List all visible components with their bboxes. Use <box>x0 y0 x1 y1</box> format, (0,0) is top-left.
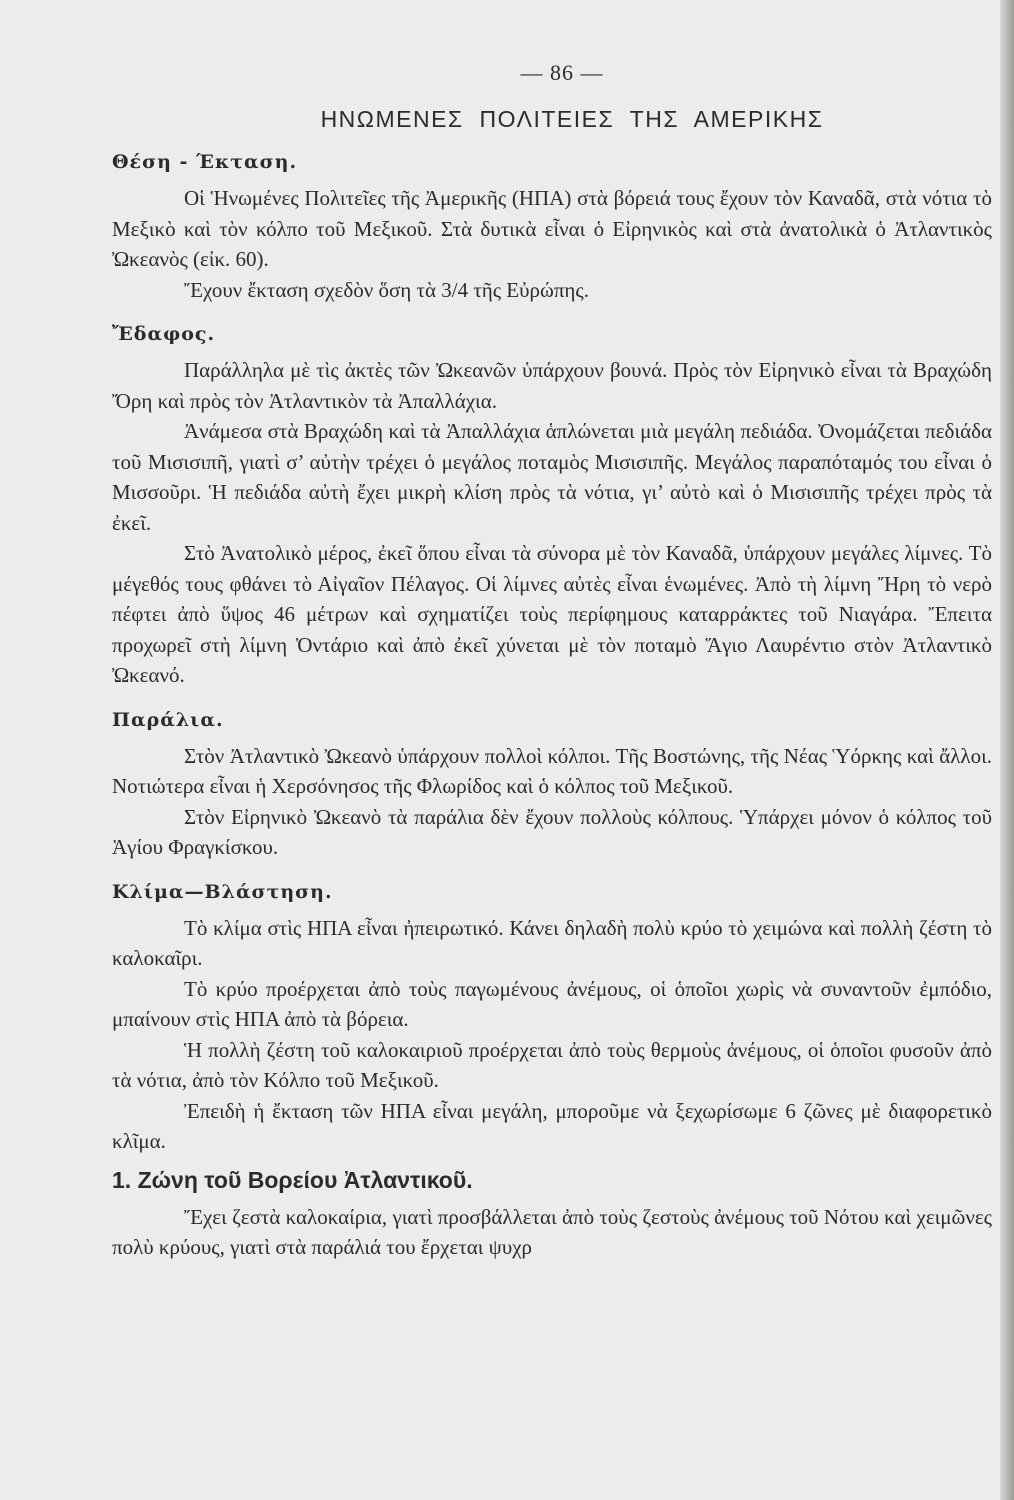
paragraph: Ἡ πολλὴ ζέστη τοῦ καλοκαιριοῦ προέρχεται ἀπὸ τοὺς θερμοὺς ἀνέμους, οἱ ὁποῖοι φυσοῦν ἀπὸ τὰ νότια, ἀπὸ τὸν Κόλπο τοῦ Μεξικοῦ. <box>112 1037 992 1092</box>
paragraph: Ἔχει ζεστὰ καλοκαίρια, γιατὶ προσβάλλεται ἀπὸ τοὺς ζεστοὺς ἀνέμους τοῦ Νότου καὶ χειμῶνες πολὺ κρύους, γιατὶ στὰ παράλιά του ἔρχεται ψυχρ <box>112 1204 992 1259</box>
page-edge-shadow <box>1000 0 1014 1500</box>
section-heading-klima: Κλίμα—Βλάστηση. <box>112 880 333 903</box>
paragraph: Παράλληλα μὲ τὶς ἀκτὲς τῶν Ὠκεανῶν ὑπάρχουν βουνά. Πρὸς τὸν Εἰρηνικὸ εἶναι τὰ Βραχώδη Ὄρη καὶ πρὸς τὸν Ἀτλαντικὸν τὰ Ἀπαλλάχια. <box>112 358 992 413</box>
paragraph: Στὸ Ἀνατολικὸ μέρος, ἐκεῖ ὅπου εἶναι τὰ σύνορα μὲ τὸν Καναδᾶ, ὑπάρχουν μεγάλες λίμνες. Τὸ μέγεθός τους φθάνει τὸ Αἰγαῖον Πέλαγος. Οἱ λίμνες αὐτὲς εἶναι ἑνωμένες. Ἀπὸ τὴ λίμνη Ἤρη τὸ νερὸ πέφτει ἀπὸ ὕψος 46 μέτρων καὶ σχηματίζει τοὺς περίφημους καταρράκτες τοῦ Νιαγάρα. Ἔπειτα προχωρεῖ στὴ λίμνη Ὀντάριο καὶ ἀπὸ ἐκεῖ χύνεται μὲ τὸν ποταμὸ Ἅγιο Λαυρέντιο στὸν Ἀτλαντικὸ Ὠκεανό. <box>112 541 992 687</box>
document-page <box>112 60 992 1263</box>
page-number: — 86 — <box>520 60 604 85</box>
paragraph: Οἱ Ἡνωμένες Πολιτεῖες τῆς Ἀμερικῆς (ΗΠΑ) στὰ βόρειά τους ἔχουν τὸν Καναδᾶ, στὰ νότια τὸ Μεξικὸ καὶ τὸν κόλπο τοῦ Μεξικοῦ. Στὰ δυτικὰ εἶναι ὁ Εἰρηνικὸς καὶ στὰ ἀνατολικὰ ὁ Ἀτλαντικὸς Ὠκεανὸς (εἰκ. 60). <box>112 186 992 271</box>
page-title: ΗΝΩΜΕΝΕΣ ΠΟΛΙΤΕΙΕΣ ΤΗΣ ΑΜΕΡΙΚΗΣ <box>320 106 824 132</box>
paragraph: Ἐπειδὴ ἡ ἔκταση τῶν ΗΠΑ εἶναι μεγάλη, μποροῦμε νὰ ξεχωρίσωμε 6 ζῶνες μὲ διαφορετικὸ κλῖμα. <box>112 1098 992 1153</box>
paragraph: Στὸν Ἀτλαντικὸ Ὠκεανὸ ὑπάρχουν πολλοὶ κόλποι. Τῆς Βοστώνης, τῆς Νέας Ὑόρκης καὶ ἄλλοι. Νοτιώτερα εἶναι ἡ Χερσόνησος τῆς Φλωρίδος καὶ ὁ κόλπος τοῦ Μεξικοῦ. <box>112 743 992 798</box>
paragraph: Ἔχουν ἔκταση σχεδὸν ὅση τὰ 3/4 τῆς Εὐρώπης. <box>184 277 589 302</box>
section-heading-zoni-1: 1. Ζώνη τοῦ Βορείου Ἀτλαντικοῦ. <box>112 1166 473 1193</box>
paragraph: Ἀνάμεσα στὰ Βραχώδη καὶ τὰ Ἀπαλλάχια ἁπλώνεται μιὰ μεγάλη πεδιάδα. Ὀνομάζεται πεδιάδα τοῦ Μισισιπῆ, γιατὶ σ’ αὐτὴν τρέχει ὁ μεγάλος ποταμὸς Μισισιπῆς. Μεγάλος παραπόταμός του εἶναι ὁ Μισσοῦρι. Ἡ πεδιάδα αὐτὴ ἔχει μικρὴ κλίση πρὸς τὰ νότια, γι’ αὐτὸ καὶ ὁ Μισισιπῆς τρέχει πρὸς τὰ ἐκεῖ. <box>112 419 992 535</box>
section-heading-paralia: Παράλια. <box>112 708 224 731</box>
paragraph: Τὸ κρύο προέρχεται ἀπὸ τοὺς παγωμένους ἀνέμους, οἱ ὁποῖοι χωρὶς νὰ συναντοῦν ἐμπόδιο, μπαίνουν στὶς ΗΠΑ ἀπὸ τὰ βόρεια. <box>112 976 992 1031</box>
section-heading-thesi: Θέση - Έκταση. <box>112 151 298 173</box>
paragraph: Στὸν Εἰρηνικὸ Ὠκεανὸ τὰ παράλια δὲν ἔχουν πολλοὺς κόλπους. Ὑπάρχει μόνον ὁ κόλπος τοῦ Ἁγίου Φραγκίσκου. <box>112 804 992 859</box>
section-heading-edafos: Ἔδαφος. <box>112 323 216 345</box>
paragraph: Τὸ κλίμα στὶς ΗΠΑ εἶναι ἠπειρωτικό. Κάνει δηλαδὴ πολὺ κρύο τὸ χειμώνα καὶ πολλὴ ζέστη τὸ καλοκαῖρι. <box>112 915 992 970</box>
